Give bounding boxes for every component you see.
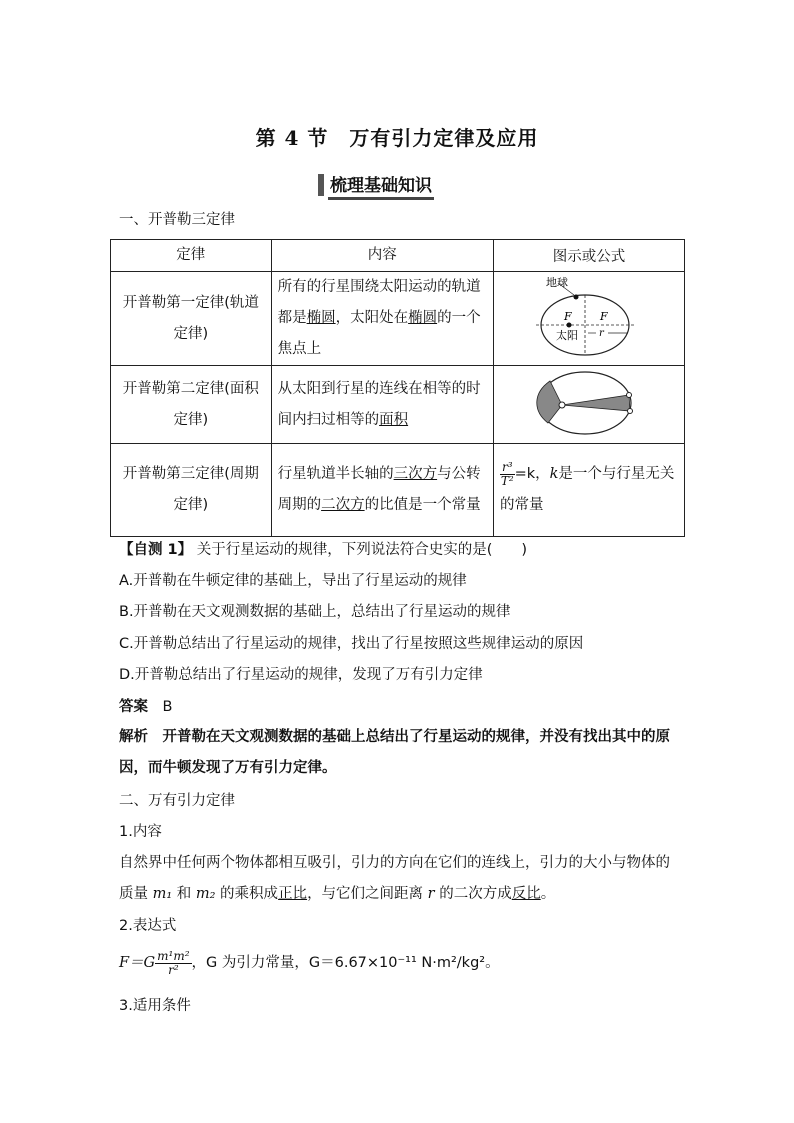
banner-bar (318, 174, 324, 196)
law-content: 行星轨道半长轴的三次方与公转周期的二次方的比值是一个常量 (271, 444, 493, 537)
svg-text:r: r (599, 327, 604, 339)
sun-dot (567, 322, 572, 327)
banner-text: 梳理基础知识 (328, 171, 434, 200)
table-row (111, 272, 685, 366)
section2-sub3: 3.适用条件 (119, 998, 191, 1014)
area-law-diagram (500, 367, 670, 439)
quiz-option-d: D.开普勒总结出了行星运动的规律，发现了万有引力定律 (119, 667, 483, 683)
law-formula: $\frac{\text{r³}}{\text{T²}}$ =k，k是一个与行星无关的常量 (494, 444, 685, 537)
header-law: 定律 (111, 240, 272, 272)
quiz-question: 【自测 1】 关于行星运动的规律，下列说法符合史实的是( ) (119, 542, 528, 558)
header-figure: 图示或公式 (494, 240, 685, 272)
quiz-answer: 答案 B (119, 699, 173, 715)
quiz-option-b: B.开普勒在天文观测数据的基础上，总结出了行星运动的规律 (119, 604, 511, 620)
quiz-option-a: A.开普勒在牛顿定律的基础上，导出了行星运动的规律 (119, 573, 467, 589)
kepler-fraction: $\frac{\text{r³}}{\text{T²}}$ (500, 459, 514, 488)
law-content: 从太阳到行星的连线在相等的时间内扫过相等的面积 (271, 366, 493, 444)
section2-heading: 二、万有引力定律 (119, 793, 235, 809)
section2-sub1: 1.内容 (119, 824, 162, 840)
section2-content: 自然界中任何两个物体都相互吸引，引力的方向在它们的连线上，引力的大小与物体的质量 m₁ 和 m₂ 的乘积成正比，与它们之间距离 r 的二次方成反比。 (119, 855, 670, 902)
svg-text:太阳: 太阳 (556, 328, 579, 342)
section2-sub2: 2.表达式 (119, 918, 177, 934)
law-content: 所有的行星围绕太阳运动的轨道都是椭圆，太阳处在椭圆的一个焦点上 (271, 272, 493, 366)
table-header-row (111, 240, 685, 272)
table-row (111, 366, 685, 444)
quiz-option-c: C.开普勒总结出了行星运动的规律，找出了行星按照这些规律运动的原因 (119, 636, 584, 652)
table-row (111, 444, 685, 537)
law-name: 开普勒第三定律(周期定律) (111, 444, 272, 537)
svg-text:地球: 地球 (546, 275, 569, 289)
quiz-analysis: 解析 开普勒在天文观测数据的基础上总结出了行星运动的规律，并没有找出其中的原因，而牛顿发现了万有引力定律。 (119, 729, 670, 776)
kepler-laws-table (110, 239, 685, 537)
ellipse-orbit-diagram (500, 273, 670, 361)
gravitation-formula: F＝G $\frac{\text{m¹m²}}{\text{r²}}$ ，G 为引力常量，G＝6.67×10⁻¹¹ N·m²/kg²。 (119, 948, 500, 977)
section1-heading: 一、开普勒三定律 (119, 212, 235, 228)
page-title: 第 4 节 万有引力定律及应用 (255, 126, 539, 150)
svg-text:F: F (564, 309, 572, 323)
header-content: 内容 (271, 240, 493, 272)
earth-dot (574, 294, 579, 299)
section-banner (318, 172, 434, 198)
law-figure (494, 272, 685, 366)
law-name: 开普勒第二定律(面积定律) (111, 366, 272, 444)
svg-text:F: F (600, 309, 608, 323)
law-name: 开普勒第一定律(轨道定律) (111, 272, 272, 366)
law-figure (494, 366, 685, 444)
